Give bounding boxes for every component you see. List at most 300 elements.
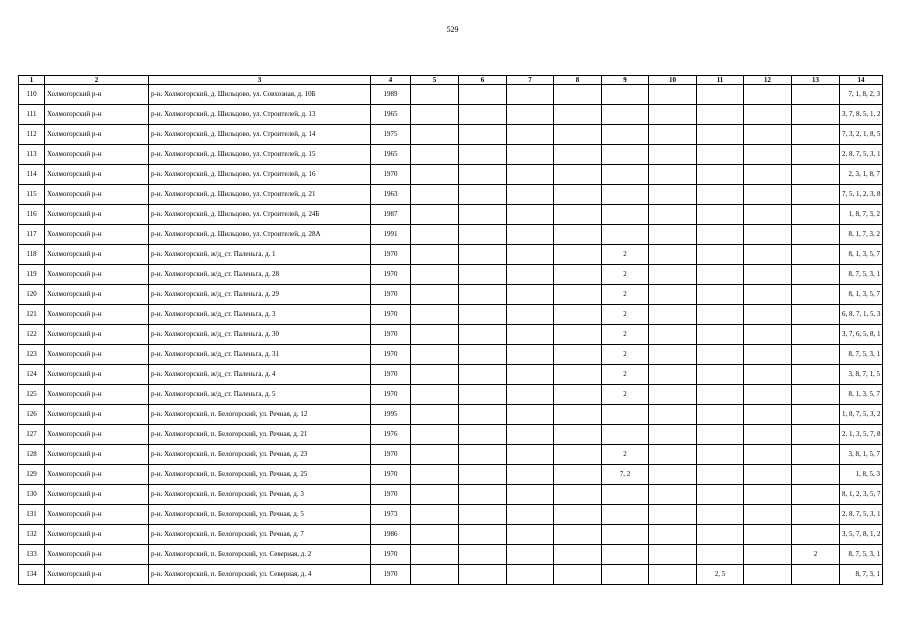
table-cell-col-14: 1, 8, 5, 3 <box>840 465 883 485</box>
table-cell-col-13 <box>792 165 840 185</box>
table-row <box>19 525 883 545</box>
table-cell-col-5 <box>411 245 459 265</box>
table-row <box>19 85 883 105</box>
table-cell-col-7 <box>507 245 554 265</box>
table-cell-col-9 <box>602 85 649 105</box>
table-cell-col-11 <box>697 445 744 465</box>
table-cell-col-3: р-н. Холмогорский, п. Белогорский, ул. Речная, д. 21 <box>149 425 371 445</box>
table-cell-col-4: 1970 <box>371 445 411 465</box>
table-cell-col-13 <box>792 305 840 325</box>
table-cell-col-13 <box>792 445 840 465</box>
table-cell-col-12 <box>744 125 792 145</box>
table-cell-col-8 <box>554 265 602 285</box>
table-row <box>19 545 883 565</box>
table-cell-col-6 <box>459 505 507 525</box>
table-cell-col-8 <box>554 405 602 425</box>
table-cell-col-9 <box>602 505 649 525</box>
table-cell-col-5 <box>411 365 459 385</box>
table-cell-col-10 <box>649 125 697 145</box>
table-cell-col-4: 1970 <box>371 385 411 405</box>
table-cell-col-6 <box>459 305 507 325</box>
table-cell-col-5 <box>411 425 459 445</box>
table-cell-col-3: р-н. Холмогорский, п. Белогорский, ул. Речная, д. 23 <box>149 445 371 465</box>
table-cell-col-8 <box>554 245 602 265</box>
table-cell-col-13 <box>792 385 840 405</box>
table-cell-col-10 <box>649 325 697 345</box>
table-row <box>19 105 883 125</box>
table-cell-col-14: 8, 7, 5, 3, 1 <box>840 345 883 365</box>
table-cell-col-1: 128 <box>19 445 45 465</box>
table-cell-col-4: 1965 <box>371 145 411 165</box>
table-cell-col-11 <box>697 105 744 125</box>
table-cell-col-11 <box>697 525 744 545</box>
table-cell-col-8 <box>554 485 602 505</box>
table-cell-col-12 <box>744 265 792 285</box>
table-row <box>19 125 883 145</box>
column-header: 1 <box>19 76 45 85</box>
table-cell-col-9 <box>602 205 649 225</box>
table-cell-col-5 <box>411 145 459 165</box>
column-header: 7 <box>507 76 554 85</box>
table-cell-col-12 <box>744 225 792 245</box>
table-cell-col-3: р-н. Холмогорский, д. Шильцово, ул. Строителей, д. 15 <box>149 145 371 165</box>
table-cell-col-9 <box>602 405 649 425</box>
table-cell-col-9 <box>602 105 649 125</box>
table-cell-col-7 <box>507 85 554 105</box>
table-cell-col-3: р-н. Холмогорский, д. Шильцово, ул. Строителей, д. 24Б <box>149 205 371 225</box>
table-cell-col-1: 117 <box>19 225 45 245</box>
table-cell-col-7 <box>507 165 554 185</box>
table-cell-col-7 <box>507 305 554 325</box>
table-cell-col-1: 113 <box>19 145 45 165</box>
table-cell-col-3: р-н. Холмогорский, п. Белогорский, ул. Речная, д. 25 <box>149 465 371 485</box>
table-cell-col-10 <box>649 465 697 485</box>
table-row <box>19 445 883 465</box>
table-cell-col-6 <box>459 285 507 305</box>
table-cell-col-4: 1965 <box>371 105 411 125</box>
table-header <box>19 76 883 85</box>
table-cell-col-2: Холмогорский р-н <box>45 365 149 385</box>
table-cell-col-1: 131 <box>19 505 45 525</box>
table-cell-col-11 <box>697 365 744 385</box>
table-cell-col-13 <box>792 405 840 425</box>
table-row <box>19 385 883 405</box>
table-cell-col-10 <box>649 245 697 265</box>
table-cell-col-9 <box>602 165 649 185</box>
table-cell-col-4: 1970 <box>371 565 411 585</box>
table-cell-col-4: 1987 <box>371 205 411 225</box>
table-cell-col-14: 3, 5, 7, 8, 1, 2 <box>840 525 883 545</box>
column-header: 4 <box>371 76 411 85</box>
table-cell-col-14: 2, 8, 7, 5, 3, 1 <box>840 145 883 165</box>
table-cell-col-7 <box>507 285 554 305</box>
table-cell-col-2: Холмогорский р-н <box>45 205 149 225</box>
table-cell-col-14: 8, 1, 3, 5, 7 <box>840 245 883 265</box>
table-cell-col-11 <box>697 165 744 185</box>
column-header: 2 <box>45 76 149 85</box>
table-cell-col-8 <box>554 365 602 385</box>
table-cell-col-1: 129 <box>19 465 45 485</box>
table-cell-col-10 <box>649 505 697 525</box>
table-cell-col-6 <box>459 365 507 385</box>
table-cell-col-6 <box>459 105 507 125</box>
table-cell-col-10 <box>649 525 697 545</box>
table-cell-col-14: 1, 8, 7, 5, 3, 2 <box>840 405 883 425</box>
table-cell-col-1: 127 <box>19 425 45 445</box>
table-cell-col-10 <box>649 305 697 325</box>
table-cell-col-13 <box>792 125 840 145</box>
table-cell-col-7 <box>507 505 554 525</box>
table-cell-col-7 <box>507 525 554 545</box>
table-cell-col-6 <box>459 205 507 225</box>
column-header: 11 <box>697 76 744 85</box>
table-cell-col-1: 110 <box>19 85 45 105</box>
table-cell-col-12 <box>744 145 792 165</box>
table-cell-col-8 <box>554 565 602 585</box>
table-cell-col-9: 2 <box>602 345 649 365</box>
table-cell-col-14: 8, 7, 5, 3, 1 <box>840 545 883 565</box>
table-cell-col-11 <box>697 385 744 405</box>
table-cell-col-10 <box>649 105 697 125</box>
table-cell-col-4: 1989 <box>371 85 411 105</box>
table-cell-col-1: 114 <box>19 165 45 185</box>
table-cell-col-1: 122 <box>19 325 45 345</box>
table-cell-col-5 <box>411 85 459 105</box>
table-cell-col-2: Холмогорский р-н <box>45 325 149 345</box>
table-cell-col-9 <box>602 425 649 445</box>
table-cell-col-3: р-н. Холмогорский, п. Белогорский, ул. Северная, д. 2 <box>149 545 371 565</box>
table-cell-col-4: 1970 <box>371 545 411 565</box>
table-cell-col-8 <box>554 465 602 485</box>
table-cell-col-10 <box>649 565 697 585</box>
column-header: 5 <box>411 76 459 85</box>
table-cell-col-6 <box>459 465 507 485</box>
table-cell-col-13 <box>792 205 840 225</box>
table-cell-col-12 <box>744 525 792 545</box>
table-cell-col-9 <box>602 225 649 245</box>
table-cell-col-3: р-н. Холмогорский, ж/д_ст. Паленьга, д. 4 <box>149 365 371 385</box>
column-header: 6 <box>459 76 507 85</box>
table-cell-col-11 <box>697 125 744 145</box>
table-cell-col-12 <box>744 505 792 525</box>
table-cell-col-6 <box>459 525 507 545</box>
table-cell-col-2: Холмогорский р-н <box>45 425 149 445</box>
table-cell-col-13: 2 <box>792 545 840 565</box>
table-cell-col-4: 1970 <box>371 265 411 285</box>
table-cell-col-8 <box>554 105 602 125</box>
table-cell-col-9: 2 <box>602 385 649 405</box>
table-cell-col-10 <box>649 265 697 285</box>
column-header: 13 <box>792 76 840 85</box>
table-cell-col-6 <box>459 165 507 185</box>
table-cell-col-4: 1995 <box>371 405 411 425</box>
table-cell-col-11 <box>697 265 744 285</box>
table-cell-col-2: Холмогорский р-н <box>45 105 149 125</box>
table-cell-col-11 <box>697 245 744 265</box>
table-cell-col-2: Холмогорский р-н <box>45 85 149 105</box>
table-cell-col-7 <box>507 265 554 285</box>
table-cell-col-8 <box>554 445 602 465</box>
table-cell-col-10 <box>649 285 697 305</box>
table-cell-col-11: 2, 5 <box>697 565 744 585</box>
table-cell-col-8 <box>554 345 602 365</box>
table-cell-col-4: 1970 <box>371 365 411 385</box>
table-cell-col-2: Холмогорский р-н <box>45 445 149 465</box>
column-header: 12 <box>744 76 792 85</box>
table-cell-col-4: 1970 <box>371 285 411 305</box>
table-cell-col-5 <box>411 465 459 485</box>
table-cell-col-7 <box>507 325 554 345</box>
table-cell-col-4: 1991 <box>371 225 411 245</box>
table-row <box>19 505 883 525</box>
table-cell-col-13 <box>792 465 840 485</box>
table-cell-col-6 <box>459 385 507 405</box>
table-cell-col-6 <box>459 145 507 165</box>
table-cell-col-12 <box>744 405 792 425</box>
table-cell-col-4: 1975 <box>371 125 411 145</box>
table-cell-col-9: 2 <box>602 285 649 305</box>
table-cell-col-14: 2, 8, 7, 5, 3, 1 <box>840 505 883 525</box>
table-cell-col-13 <box>792 425 840 445</box>
table-cell-col-5 <box>411 205 459 225</box>
table-cell-col-6 <box>459 225 507 245</box>
table-row <box>19 345 883 365</box>
table-cell-col-14: 8, 1, 2, 3, 5, 7 <box>840 485 883 505</box>
table-cell-col-1: 119 <box>19 265 45 285</box>
table-body <box>19 85 883 585</box>
table-cell-col-12 <box>744 425 792 445</box>
table-cell-col-3: р-н. Холмогорский, ж/д_ст. Паленьга, д. 31 <box>149 345 371 365</box>
table-cell-col-2: Холмогорский р-н <box>45 225 149 245</box>
table-cell-col-1: 124 <box>19 365 45 385</box>
table-cell-col-6 <box>459 405 507 425</box>
table-cell-col-7 <box>507 225 554 245</box>
table-row <box>19 225 883 245</box>
table-cell-col-10 <box>649 485 697 505</box>
table-cell-col-9 <box>602 565 649 585</box>
table-cell-col-14: 3, 8, 1, 5, 7 <box>840 445 883 465</box>
table-cell-col-6 <box>459 185 507 205</box>
table-cell-col-6 <box>459 485 507 505</box>
table-cell-col-12 <box>744 205 792 225</box>
table-cell-col-4: 1973 <box>371 505 411 525</box>
table-row <box>19 265 883 285</box>
table-cell-col-8 <box>554 225 602 245</box>
table-cell-col-5 <box>411 165 459 185</box>
table-cell-col-10 <box>649 545 697 565</box>
table-cell-col-1: 115 <box>19 185 45 205</box>
table-cell-col-7 <box>507 205 554 225</box>
table-cell-col-3: р-н. Холмогорский, п. Белогорский, ул. Северная, д. 4 <box>149 565 371 585</box>
table-cell-col-8 <box>554 85 602 105</box>
table-cell-col-4: 1976 <box>371 425 411 445</box>
table-cell-col-1: 111 <box>19 105 45 125</box>
table-cell-col-10 <box>649 405 697 425</box>
table-cell-col-13 <box>792 485 840 505</box>
table-cell-col-6 <box>459 325 507 345</box>
table-cell-col-8 <box>554 425 602 445</box>
table-cell-col-14: 7, 1, 8, 2, 3 <box>840 85 883 105</box>
table-cell-col-8 <box>554 305 602 325</box>
table-cell-col-10 <box>649 145 697 165</box>
page-number: 529 <box>446 25 459 34</box>
table-cell-col-6 <box>459 345 507 365</box>
table-cell-col-13 <box>792 185 840 205</box>
table-cell-col-12 <box>744 185 792 205</box>
table-cell-col-9: 2 <box>602 305 649 325</box>
table-cell-col-13 <box>792 245 840 265</box>
table-cell-col-5 <box>411 305 459 325</box>
table-cell-col-6 <box>459 245 507 265</box>
table-cell-col-2: Холмогорский р-н <box>45 165 149 185</box>
table-cell-col-4: 1970 <box>371 305 411 325</box>
table-cell-col-1: 118 <box>19 245 45 265</box>
table-cell-col-8 <box>554 205 602 225</box>
table-cell-col-9: 2 <box>602 365 649 385</box>
table-cell-col-8 <box>554 545 602 565</box>
table-cell-col-5 <box>411 225 459 245</box>
table-row <box>19 485 883 505</box>
table-row <box>19 205 883 225</box>
table-cell-col-9 <box>602 145 649 165</box>
table-cell-col-11 <box>697 425 744 445</box>
table-cell-col-14: 3, 7, 6, 5, 8, 1 <box>840 325 883 345</box>
table-cell-col-11 <box>697 205 744 225</box>
table-cell-col-10 <box>649 85 697 105</box>
table-cell-col-10 <box>649 385 697 405</box>
table-cell-col-8 <box>554 525 602 545</box>
table-cell-col-11 <box>697 325 744 345</box>
table-cell-col-7 <box>507 125 554 145</box>
table-cell-col-6 <box>459 445 507 465</box>
table-cell-col-3: р-н. Холмогорский, ж/д_ст. Паленьга, д. 5 <box>149 385 371 405</box>
table-cell-col-5 <box>411 105 459 125</box>
table-cell-col-12 <box>744 485 792 505</box>
data-table <box>18 75 883 585</box>
table-cell-col-11 <box>697 225 744 245</box>
table-cell-col-5 <box>411 445 459 465</box>
table-cell-col-10 <box>649 185 697 205</box>
table-row <box>19 145 883 165</box>
column-header: 10 <box>649 76 697 85</box>
table-cell-col-13 <box>792 225 840 245</box>
table-cell-col-9 <box>602 485 649 505</box>
table-cell-col-3: р-н. Холмогорский, д. Шильцово, ул. Строителей, д. 21 <box>149 185 371 205</box>
table-row <box>19 165 883 185</box>
table-cell-col-11 <box>697 305 744 325</box>
table-cell-col-14: 6, 8, 7, 1, 5, 3 <box>840 305 883 325</box>
table-cell-col-6 <box>459 545 507 565</box>
table-cell-col-12 <box>744 85 792 105</box>
table-cell-col-1: 123 <box>19 345 45 365</box>
table-cell-col-13 <box>792 345 840 365</box>
table-cell-col-12 <box>744 105 792 125</box>
table-cell-col-9 <box>602 545 649 565</box>
table-cell-col-11 <box>697 185 744 205</box>
table-cell-col-1: 112 <box>19 125 45 145</box>
table-cell-col-7 <box>507 405 554 425</box>
table-cell-col-14: 3, 7, 8, 5, 1, 2 <box>840 105 883 125</box>
table-cell-col-11 <box>697 545 744 565</box>
table-cell-col-13 <box>792 325 840 345</box>
table-cell-col-14: 3, 8, 7, 1, 5 <box>840 365 883 385</box>
table-cell-col-2: Холмогорский р-н <box>45 185 149 205</box>
table-cell-col-2: Холмогорский р-н <box>45 245 149 265</box>
table-cell-col-6 <box>459 265 507 285</box>
table-cell-col-12 <box>744 305 792 325</box>
table-cell-col-12 <box>744 165 792 185</box>
table-cell-col-10 <box>649 425 697 445</box>
table-cell-col-8 <box>554 125 602 145</box>
table-cell-col-1: 116 <box>19 205 45 225</box>
table-cell-col-13 <box>792 285 840 305</box>
table-cell-col-5 <box>411 325 459 345</box>
table-cell-col-5 <box>411 525 459 545</box>
table-cell-col-4: 1986 <box>371 525 411 545</box>
column-header: 14 <box>840 76 883 85</box>
table-cell-col-13 <box>792 145 840 165</box>
table-cell-col-5 <box>411 185 459 205</box>
table-cell-col-5 <box>411 265 459 285</box>
table-cell-col-12 <box>744 285 792 305</box>
table-cell-col-2: Холмогорский р-н <box>45 485 149 505</box>
table-cell-col-13 <box>792 505 840 525</box>
table-cell-col-12 <box>744 325 792 345</box>
table-cell-col-4: 1970 <box>371 165 411 185</box>
table-cell-col-3: р-н. Холмогорский, ж/д_ст. Паленьга, д. 1 <box>149 245 371 265</box>
table-cell-col-14: 2, 3, 1, 8, 7 <box>840 165 883 185</box>
table-cell-col-3: р-н. Холмогорский, д. Шильцово, ул. Строителей, д. 13 <box>149 105 371 125</box>
table-cell-col-9: 7, 2 <box>602 465 649 485</box>
table-cell-col-5 <box>411 345 459 365</box>
table-cell-col-11 <box>697 345 744 365</box>
table-cell-col-7 <box>507 465 554 485</box>
table-cell-col-3: р-н. Холмогорский, ж/д_ст. Паленьга, д. 3 <box>149 305 371 325</box>
table-cell-col-7 <box>507 145 554 165</box>
table-cell-col-14: 8, 1, 3, 5, 7 <box>840 285 883 305</box>
table-cell-col-14: 7, 5, 1, 2, 3, 8 <box>840 185 883 205</box>
table-cell-col-11 <box>697 145 744 165</box>
table-cell-col-7 <box>507 185 554 205</box>
table-cell-col-6 <box>459 425 507 445</box>
table-cell-col-12 <box>744 545 792 565</box>
table-cell-col-2: Холмогорский р-н <box>45 305 149 325</box>
table-cell-col-8 <box>554 145 602 165</box>
table-cell-col-4: 1970 <box>371 345 411 365</box>
table-cell-col-7 <box>507 565 554 585</box>
table-cell-col-3: р-н. Холмогорский, д. Шильцово, ул. Строителей, д. 28А <box>149 225 371 245</box>
table-cell-col-2: Холмогорский р-н <box>45 545 149 565</box>
table-cell-col-12 <box>744 365 792 385</box>
table-cell-col-12 <box>744 345 792 365</box>
table-cell-col-11 <box>697 85 744 105</box>
table-cell-col-12 <box>744 385 792 405</box>
table-cell-col-2: Холмогорский р-н <box>45 385 149 405</box>
column-header: 8 <box>554 76 602 85</box>
table-cell-col-1: 126 <box>19 405 45 425</box>
table-cell-col-3: р-н. Холмогорский, п. Белогорский, ул. Речная, д. 7 <box>149 525 371 545</box>
table-cell-col-11 <box>697 465 744 485</box>
table-cell-col-7 <box>507 445 554 465</box>
table-cell-col-3: р-н. Холмогорский, д. Шильцово, ул. Совхозная, д. 10Б <box>149 85 371 105</box>
table-cell-col-7 <box>507 385 554 405</box>
table-cell-col-2: Холмогорский р-н <box>45 565 149 585</box>
table-cell-col-11 <box>697 505 744 525</box>
table-row <box>19 185 883 205</box>
table-cell-col-8 <box>554 325 602 345</box>
table-cell-col-9 <box>602 185 649 205</box>
table-cell-col-3: р-н. Холмогорский, ж/д_ст. Паленьга, д. 28 <box>149 265 371 285</box>
